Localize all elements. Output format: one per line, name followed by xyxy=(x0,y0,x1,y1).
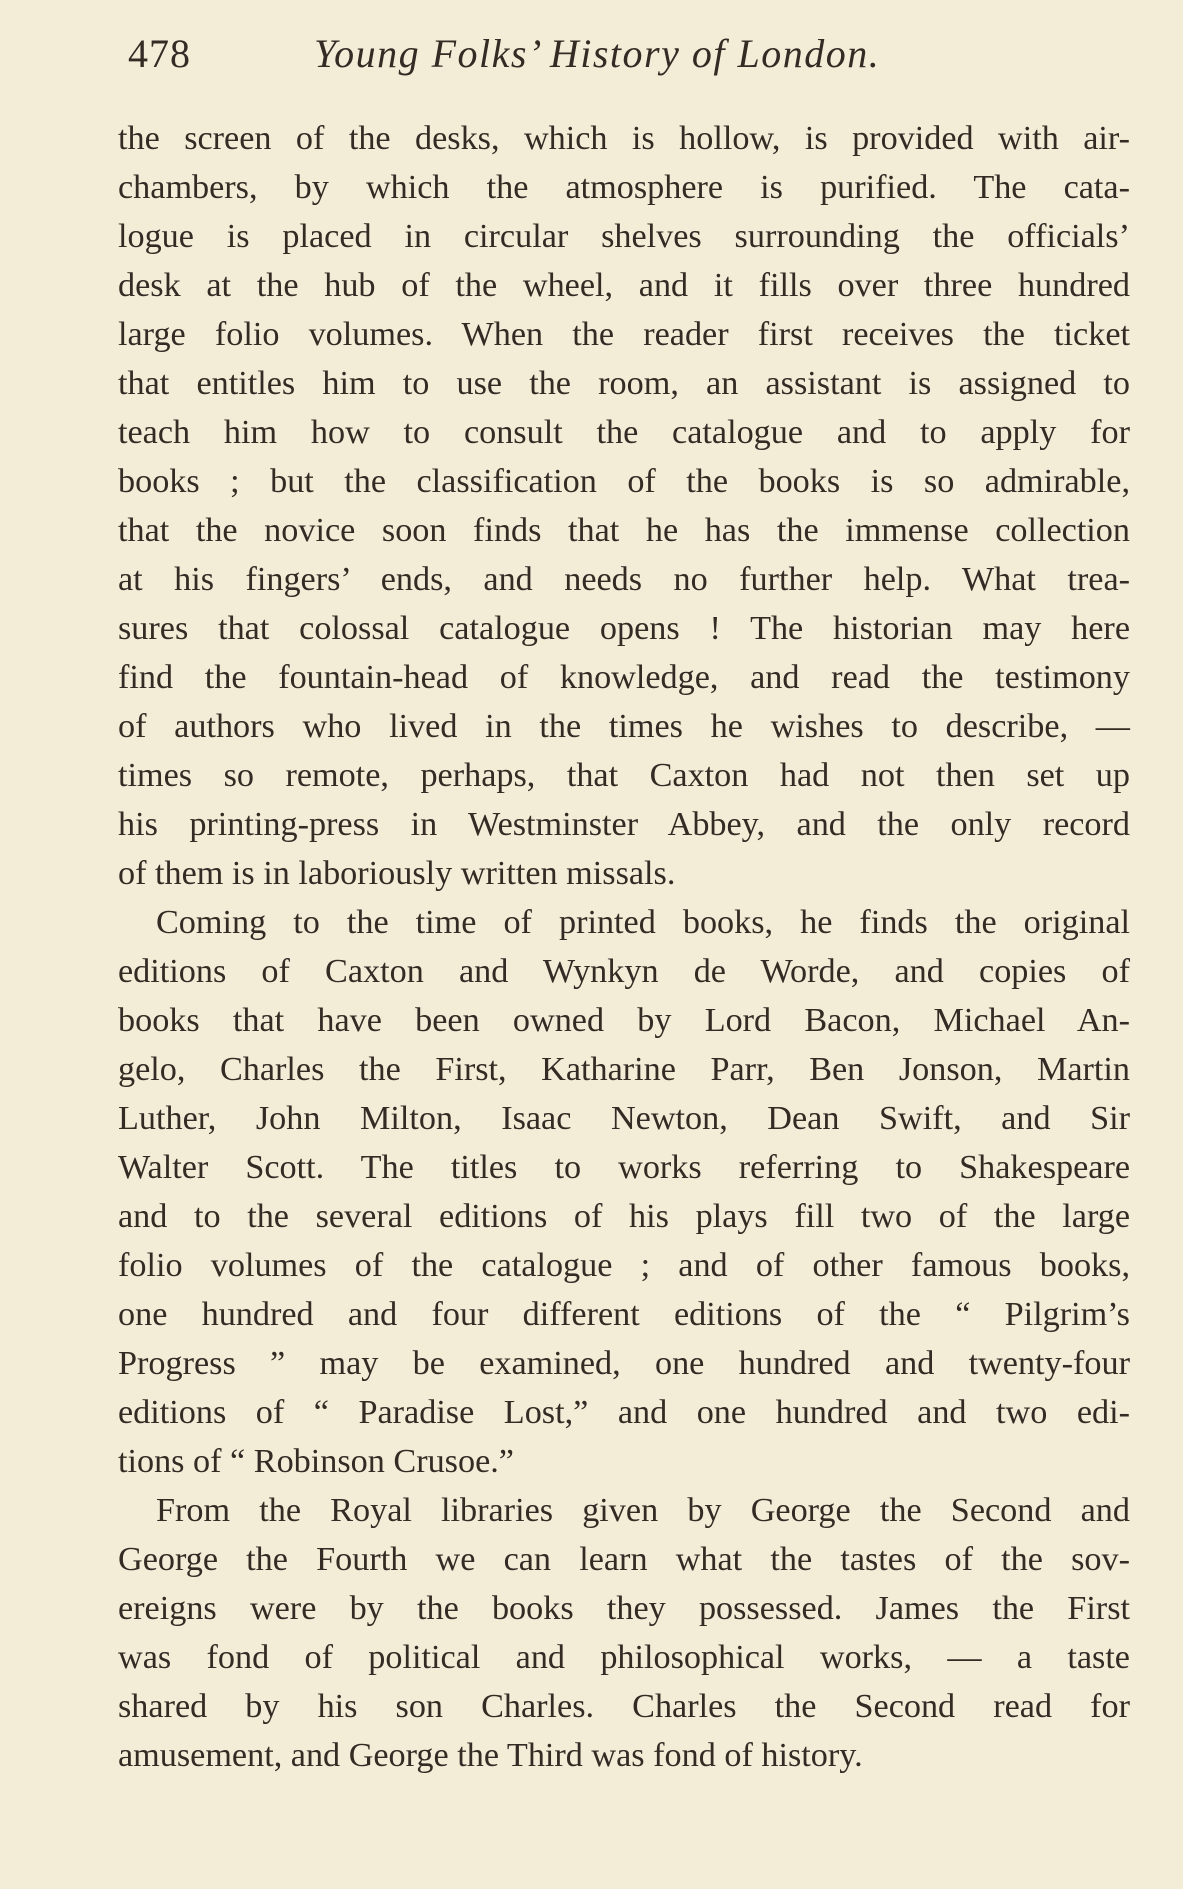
text-line: at his fingers’ ends, and needs no further help. What trea- xyxy=(118,561,1130,598)
paragraph xyxy=(118,1486,1130,1780)
text-line: of authors who lived in the times he wishes to describe, — xyxy=(118,708,1130,745)
text-line: folio volumes of the catalogue ; and of other famous books, xyxy=(118,1247,1130,1284)
text-line: sures that colossal catalogue opens ! The historian may here xyxy=(118,610,1130,647)
text-line: his printing-press in Westminster Abbey, and the only record xyxy=(118,806,1130,843)
paragraph xyxy=(118,898,1130,1486)
text-line: chambers, by which the atmosphere is purified. The cata- xyxy=(118,169,1130,206)
text-line: was fond of political and philosophical works, — a taste xyxy=(118,1639,1130,1676)
text-line: desk at the hub of the wheel, and it fills over three hundred xyxy=(118,267,1130,304)
text-line: large folio volumes. When the reader first receives the ticket xyxy=(118,316,1130,353)
text-line: the screen of the desks, which is hollow, is provided with air- xyxy=(118,120,1130,157)
text-line: George the Fourth we can learn what the tastes of the sov- xyxy=(118,1541,1130,1578)
text-line: amusement, and George the Third was fond of history. xyxy=(118,1737,863,1774)
paragraph xyxy=(118,114,1130,898)
text-line: tions of “ Robinson Crusoe.” xyxy=(118,1443,514,1480)
text-line: teach him how to consult the catalogue and to apply for xyxy=(118,414,1130,451)
page-header xyxy=(128,24,1128,84)
text-line: shared by his son Charles. Charles the Second read for xyxy=(118,1688,1130,1725)
text-line: Coming to the time of printed books, he finds the original xyxy=(156,904,1130,941)
page-number: 478 xyxy=(128,31,191,76)
text-line: of them is in laboriously written missals. xyxy=(118,855,676,892)
text-line: that the novice soon finds that he has the immense collection xyxy=(118,512,1130,549)
text-line: editions of Caxton and Wynkyn de Worde, and copies of xyxy=(118,953,1130,990)
text-line: times so remote, perhaps, that Caxton had not then set up xyxy=(118,757,1130,794)
text-line: Walter Scott. The titles to works referring to Shakespeare xyxy=(118,1149,1130,1186)
text-line: find the fountain-head of knowledge, and read the testimony xyxy=(118,659,1130,696)
text-line: Progress ” may be examined, one hundred and twenty-four xyxy=(118,1345,1130,1382)
body-text xyxy=(118,114,1130,1780)
text-line: From the Royal libraries given by George the Second and xyxy=(156,1492,1130,1529)
text-line: books that have been owned by Lord Bacon, Michael An- xyxy=(118,1002,1130,1039)
text-line: books ; but the classification of the books is so admirable, xyxy=(118,463,1130,500)
text-line: gelo, Charles the First, Katharine Parr, Ben Jonson, Martin xyxy=(118,1051,1130,1088)
running-title: Young Folks’ History of London. xyxy=(314,31,881,76)
text-line: editions of “ Paradise Lost,” and one hundred and two edi- xyxy=(118,1394,1130,1431)
text-line: ereigns were by the books they possessed. James the First xyxy=(118,1590,1130,1627)
text-line: and to the several editions of his plays fill two of the large xyxy=(118,1198,1130,1235)
text-line: one hundred and four different editions of the “ Pilgrim’s xyxy=(118,1296,1130,1333)
text-line: Luther, John Milton, Isaac Newton, Dean Swift, and Sir xyxy=(118,1100,1130,1137)
text-line: that entitles him to use the room, an assistant is assigned to xyxy=(118,365,1130,402)
text-line: logue is placed in circular shelves surrounding the officials’ xyxy=(118,218,1130,255)
